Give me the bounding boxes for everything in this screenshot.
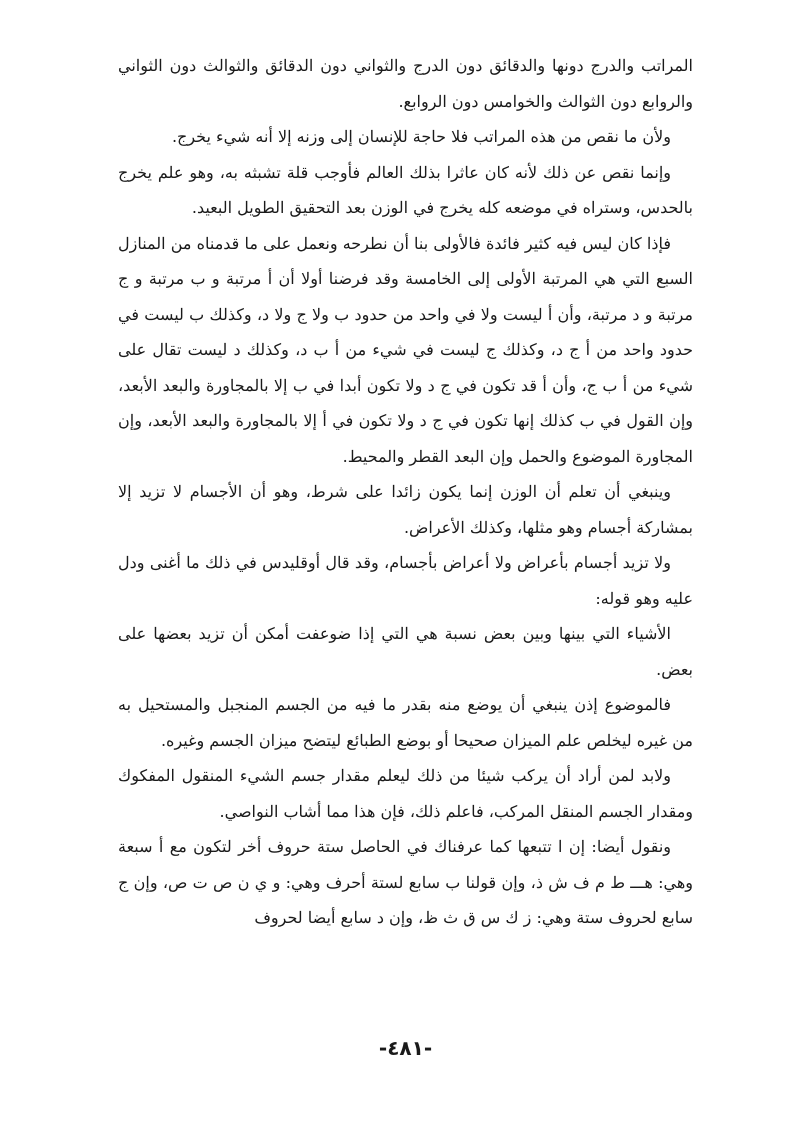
paragraph-1: المراتب والدرج دونها والدقائق دون الدرج والثواني دون الدقائق والثوالث دون الثواني والروابع دون الثوالث والخوامس دون الروابع. bbox=[118, 56, 693, 111]
paragraph-9: ولابد لمن أراد أن يركب شيئا من ذلك ليعلم مقدار جسم الشيء المنقول المفكوك ومقدار الجسم المنقل المركب، فاعلم ذلك، فإن هذا مما أشاب النواصي. bbox=[118, 766, 693, 821]
paragraph-4: فإذا كان ليس فيه كثير فائدة فالأولى بنا أن نطرحه ونعمل على ما قدمناه من المنازل السبع التي هي المرتبة الأولى إلى الخامسة وقد فرضنا أولا أن أ مرتبة و ب مرتبة و ج مرتبة و د مرتبة، وأن أ ليست ولا في واحد من حدود ب ولا ج ولا د، وكذلك ب ليست في حدود واحد من أ ج د، وكذلك ج ليست في شيء من أ ب د، وكذلك د ليست تقال على شيء من أ ب ج، وأن أ قد تكون في ج د ولا تكون أبدا في ب إلا بالمجاورة والبعد الأبعد، وإن القول في ب كذلك إنها تكون في ج د ولا تكون في أ إلا بالمجاورة والبعد الأبعد، وإن المجاورة الموضوع والحمل وإن البعد القطر والمحيط. bbox=[118, 233, 693, 466]
paragraph-3: وإنما نقص عن ذلك لأنه كان عاثرا بذلك العالم فأوجب قلة تشبثه به، وهو علم يخرج بالحدس، وستراه في موضعه كله يخرج في الوزن بعد التحقيق الطويل البعيد. bbox=[118, 162, 693, 217]
page-number: -٤٨١- bbox=[378, 1036, 433, 1060]
paragraph-10: ونقول أيضا: إن ا تتبعها كما عرفناك في الحاصل ستة حروف أخر لتكون مع أ سبعة وهي: هـــ ط م ف ش ذ، وإن قولنا ب سابع لستة أحرف وهي: و ي ن ص ت ص، وإن ج سابع لحروف ستة وهي: ز ك س ق ث ظ، وإن د سابع أيضا لحروف bbox=[118, 837, 693, 927]
paragraph-8: فالموضوع إذن ينبغي أن يوضع منه بقدر ما فيه من الجسم المنجبل والمستحيل به من غيره ليخلص علم الميزان صحيحا أو بوضع الطبائع ليتضح ميزان الجسم وغيره. bbox=[118, 695, 693, 750]
body-text bbox=[118, 48, 693, 936]
paragraph-5: وينبغي أن تعلم أن الوزن إنما يكون زائدا على شرط، وهو أن الأجسام لا تزيد إلا بمشاركة أجسام وهو مثلها، وكذلك الأعراض. bbox=[118, 482, 693, 537]
paragraph-6: ولا تزيد أجسام بأعراض ولا أعراض بأجسام، وقد قال أوقليدس في ذلك ما أغنى ودل عليه وهو قوله: bbox=[118, 553, 693, 608]
paragraph-2: ولأن ما نقص من هذه المراتب فلا حاجة للإنسان إلى وزنه إلا أنه شيء يخرج. bbox=[171, 127, 671, 146]
paragraph-7: الأشياء التي بينها وبين بعض نسبة هي التي إذا ضوعفت أمكن أن تزيد بعضها على بعض. bbox=[118, 624, 693, 679]
